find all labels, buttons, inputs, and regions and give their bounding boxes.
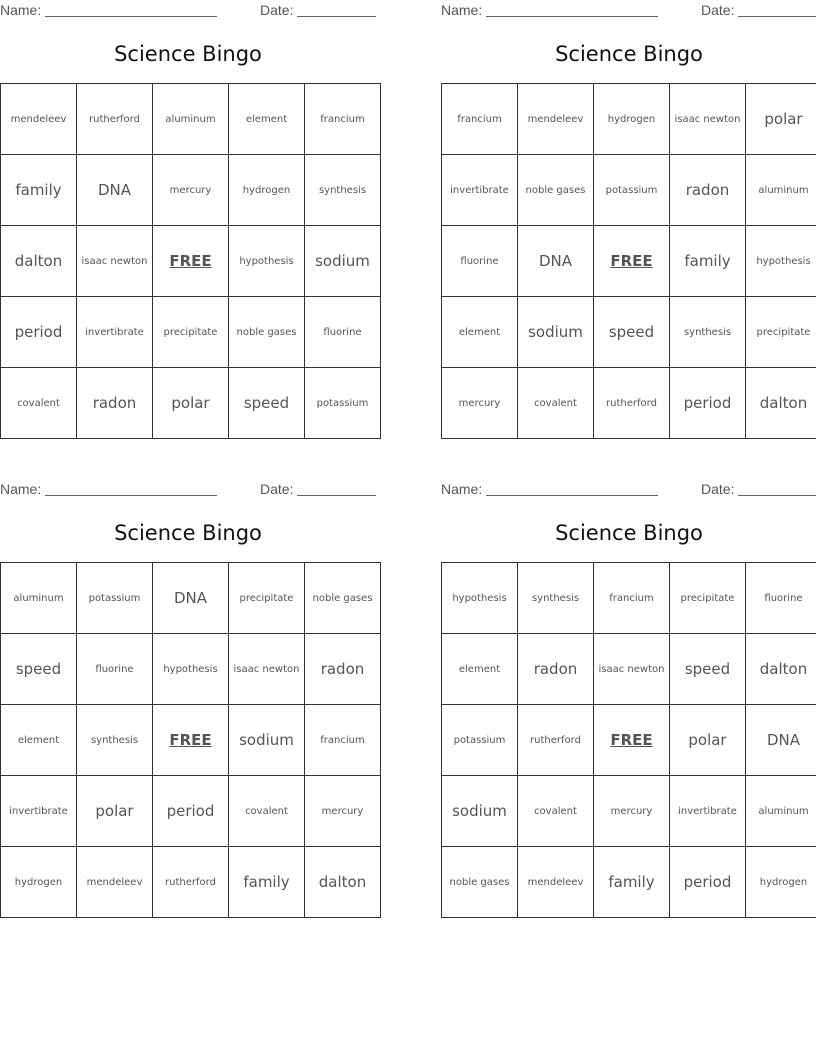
bingo-cell: radon — [670, 155, 746, 226]
name-blank[interactable] — [45, 16, 217, 17]
bingo-row — [1, 155, 381, 226]
date-label: Date: — [701, 2, 735, 18]
bingo-cell: francium — [442, 84, 518, 155]
bingo-cell: mendeleev — [518, 84, 594, 155]
bingo-cell: precipitate — [229, 563, 305, 634]
bingo-cell: speed — [670, 634, 746, 705]
bingo-cell: noble gases — [442, 847, 518, 918]
bingo-row — [1, 563, 381, 634]
bingo-cell: mercury — [153, 155, 229, 226]
bingo-cell: sodium — [305, 226, 381, 297]
bingo-grid — [0, 83, 381, 439]
bingo-cell: rutherford — [594, 368, 670, 439]
bingo-cell: fluorine — [442, 226, 518, 297]
name-date-header — [0, 2, 376, 20]
bingo-row — [442, 226, 816, 297]
bingo-cell: hydrogen — [229, 155, 305, 226]
bingo-cell: fluorine — [77, 634, 153, 705]
bingo-cell: polar — [153, 368, 229, 439]
bingo-cell: period — [1, 297, 77, 368]
bingo-cell: mercury — [442, 368, 518, 439]
bingo-cell: covalent — [518, 776, 594, 847]
free-space: FREE — [153, 705, 229, 776]
date-label: Date: — [701, 481, 735, 497]
bingo-cell: DNA — [518, 226, 594, 297]
bingo-row — [442, 563, 816, 634]
bingo-cell: precipitate — [670, 563, 746, 634]
date-blank[interactable] — [738, 495, 816, 496]
bingo-cell: noble gases — [229, 297, 305, 368]
bingo-row — [1, 226, 381, 297]
bingo-cell: DNA — [77, 155, 153, 226]
bingo-cell: period — [153, 776, 229, 847]
bingo-cell: radon — [518, 634, 594, 705]
bingo-cell: potassium — [594, 155, 670, 226]
date-blank[interactable] — [297, 495, 376, 496]
bingo-grid — [0, 562, 381, 918]
bingo-cell: aluminum — [746, 776, 816, 847]
bingo-cell: hydrogen — [594, 84, 670, 155]
bingo-cell: dalton — [1, 226, 77, 297]
bingo-row — [442, 155, 816, 226]
bingo-cell: hypothesis — [229, 226, 305, 297]
bingo-cell: invertibrate — [670, 776, 746, 847]
bingo-cell: covalent — [1, 368, 77, 439]
bingo-row — [442, 847, 816, 918]
bingo-cell: noble gases — [518, 155, 594, 226]
bingo-card — [0, 479, 376, 914]
free-space: FREE — [594, 226, 670, 297]
name-date-header — [441, 2, 816, 20]
bingo-cell: isaac newton — [670, 84, 746, 155]
bingo-cell: fluorine — [305, 297, 381, 368]
bingo-cell: synthesis — [518, 563, 594, 634]
name-blank[interactable] — [45, 495, 217, 496]
bingo-card — [441, 479, 816, 914]
name-date-header — [441, 481, 816, 499]
bingo-cell: family — [594, 847, 670, 918]
bingo-row — [442, 368, 816, 439]
date-label: Date: — [260, 2, 294, 18]
bingo-cell: francium — [305, 84, 381, 155]
bingo-cell: precipitate — [746, 297, 816, 368]
bingo-cell: polar — [746, 84, 816, 155]
name-label: Name: — [441, 2, 483, 18]
bingo-cell: francium — [305, 705, 381, 776]
bingo-cell: potassium — [77, 563, 153, 634]
bingo-cell: sodium — [518, 297, 594, 368]
bingo-cell: invertibrate — [442, 155, 518, 226]
bingo-cell: sodium — [442, 776, 518, 847]
bingo-row — [1, 776, 381, 847]
bingo-cell: invertibrate — [77, 297, 153, 368]
bingo-row — [1, 634, 381, 705]
bingo-cell: period — [670, 847, 746, 918]
bingo-cell: mendeleev — [77, 847, 153, 918]
bingo-cell: synthesis — [77, 705, 153, 776]
card-title: Science Bingo — [555, 42, 703, 66]
bingo-cell: rutherford — [518, 705, 594, 776]
bingo-cell: sodium — [229, 705, 305, 776]
bingo-cell: hypothesis — [442, 563, 518, 634]
bingo-cell: family — [229, 847, 305, 918]
bingo-cell: potassium — [305, 368, 381, 439]
bingo-cell: potassium — [442, 705, 518, 776]
bingo-cell: mendeleev — [1, 84, 77, 155]
bingo-cell: speed — [1, 634, 77, 705]
bingo-row — [442, 705, 816, 776]
bingo-cell: mendeleev — [518, 847, 594, 918]
bingo-row — [1, 84, 381, 155]
date-blank[interactable] — [297, 16, 376, 17]
card-title: Science Bingo — [114, 521, 262, 545]
bingo-cell: polar — [77, 776, 153, 847]
bingo-cell: dalton — [746, 634, 816, 705]
name-blank[interactable] — [486, 16, 658, 17]
card-title: Science Bingo — [555, 521, 703, 545]
bingo-cell: hypothesis — [153, 634, 229, 705]
bingo-cell: aluminum — [153, 84, 229, 155]
bingo-cell: francium — [594, 563, 670, 634]
bingo-cell: noble gases — [305, 563, 381, 634]
bingo-cell: element — [229, 84, 305, 155]
name-date-header — [0, 481, 376, 499]
bingo-cell: family — [1, 155, 77, 226]
bingo-cell: speed — [229, 368, 305, 439]
bingo-cell: isaac newton — [229, 634, 305, 705]
bingo-cell: covalent — [229, 776, 305, 847]
name-label: Name: — [441, 481, 483, 497]
bingo-cell: hydrogen — [1, 847, 77, 918]
bingo-cell: polar — [670, 705, 746, 776]
bingo-cell: precipitate — [153, 297, 229, 368]
bingo-row — [1, 847, 381, 918]
date-label: Date: — [260, 481, 294, 497]
free-space: FREE — [594, 705, 670, 776]
bingo-row — [1, 368, 381, 439]
bingo-cell: DNA — [153, 563, 229, 634]
bingo-cell: DNA — [746, 705, 816, 776]
name-label: Name: — [0, 481, 42, 497]
bingo-cell: radon — [305, 634, 381, 705]
bingo-card — [0, 0, 376, 435]
bingo-row — [442, 84, 816, 155]
bingo-grid — [441, 562, 816, 918]
bingo-cell: dalton — [746, 368, 816, 439]
bingo-cell: element — [442, 297, 518, 368]
bingo-row — [1, 705, 381, 776]
bingo-row — [442, 776, 816, 847]
bingo-cell: element — [442, 634, 518, 705]
card-title: Science Bingo — [114, 42, 262, 66]
bingo-row — [442, 297, 816, 368]
bingo-cell: period — [670, 368, 746, 439]
date-blank[interactable] — [738, 16, 816, 17]
bingo-row — [442, 634, 816, 705]
bingo-cell: covalent — [518, 368, 594, 439]
free-space: FREE — [153, 226, 229, 297]
bingo-cell: hydrogen — [746, 847, 816, 918]
name-blank[interactable] — [486, 495, 658, 496]
bingo-cell: aluminum — [1, 563, 77, 634]
bingo-cell: mercury — [594, 776, 670, 847]
bingo-cell: element — [1, 705, 77, 776]
bingo-row — [1, 297, 381, 368]
bingo-card — [441, 0, 816, 435]
bingo-cell: family — [670, 226, 746, 297]
bingo-cell: rutherford — [77, 84, 153, 155]
bingo-cell: mercury — [305, 776, 381, 847]
bingo-cell: synthesis — [305, 155, 381, 226]
bingo-cell: fluorine — [746, 563, 816, 634]
bingo-cell: dalton — [305, 847, 381, 918]
bingo-cell: synthesis — [670, 297, 746, 368]
bingo-cell: rutherford — [153, 847, 229, 918]
bingo-cell: isaac newton — [77, 226, 153, 297]
bingo-cell: speed — [594, 297, 670, 368]
bingo-cell: radon — [77, 368, 153, 439]
bingo-cell: hypothesis — [746, 226, 816, 297]
name-label: Name: — [0, 2, 42, 18]
bingo-cell: isaac newton — [594, 634, 670, 705]
bingo-cell: aluminum — [746, 155, 816, 226]
bingo-grid — [441, 83, 816, 439]
bingo-cell: invertibrate — [1, 776, 77, 847]
